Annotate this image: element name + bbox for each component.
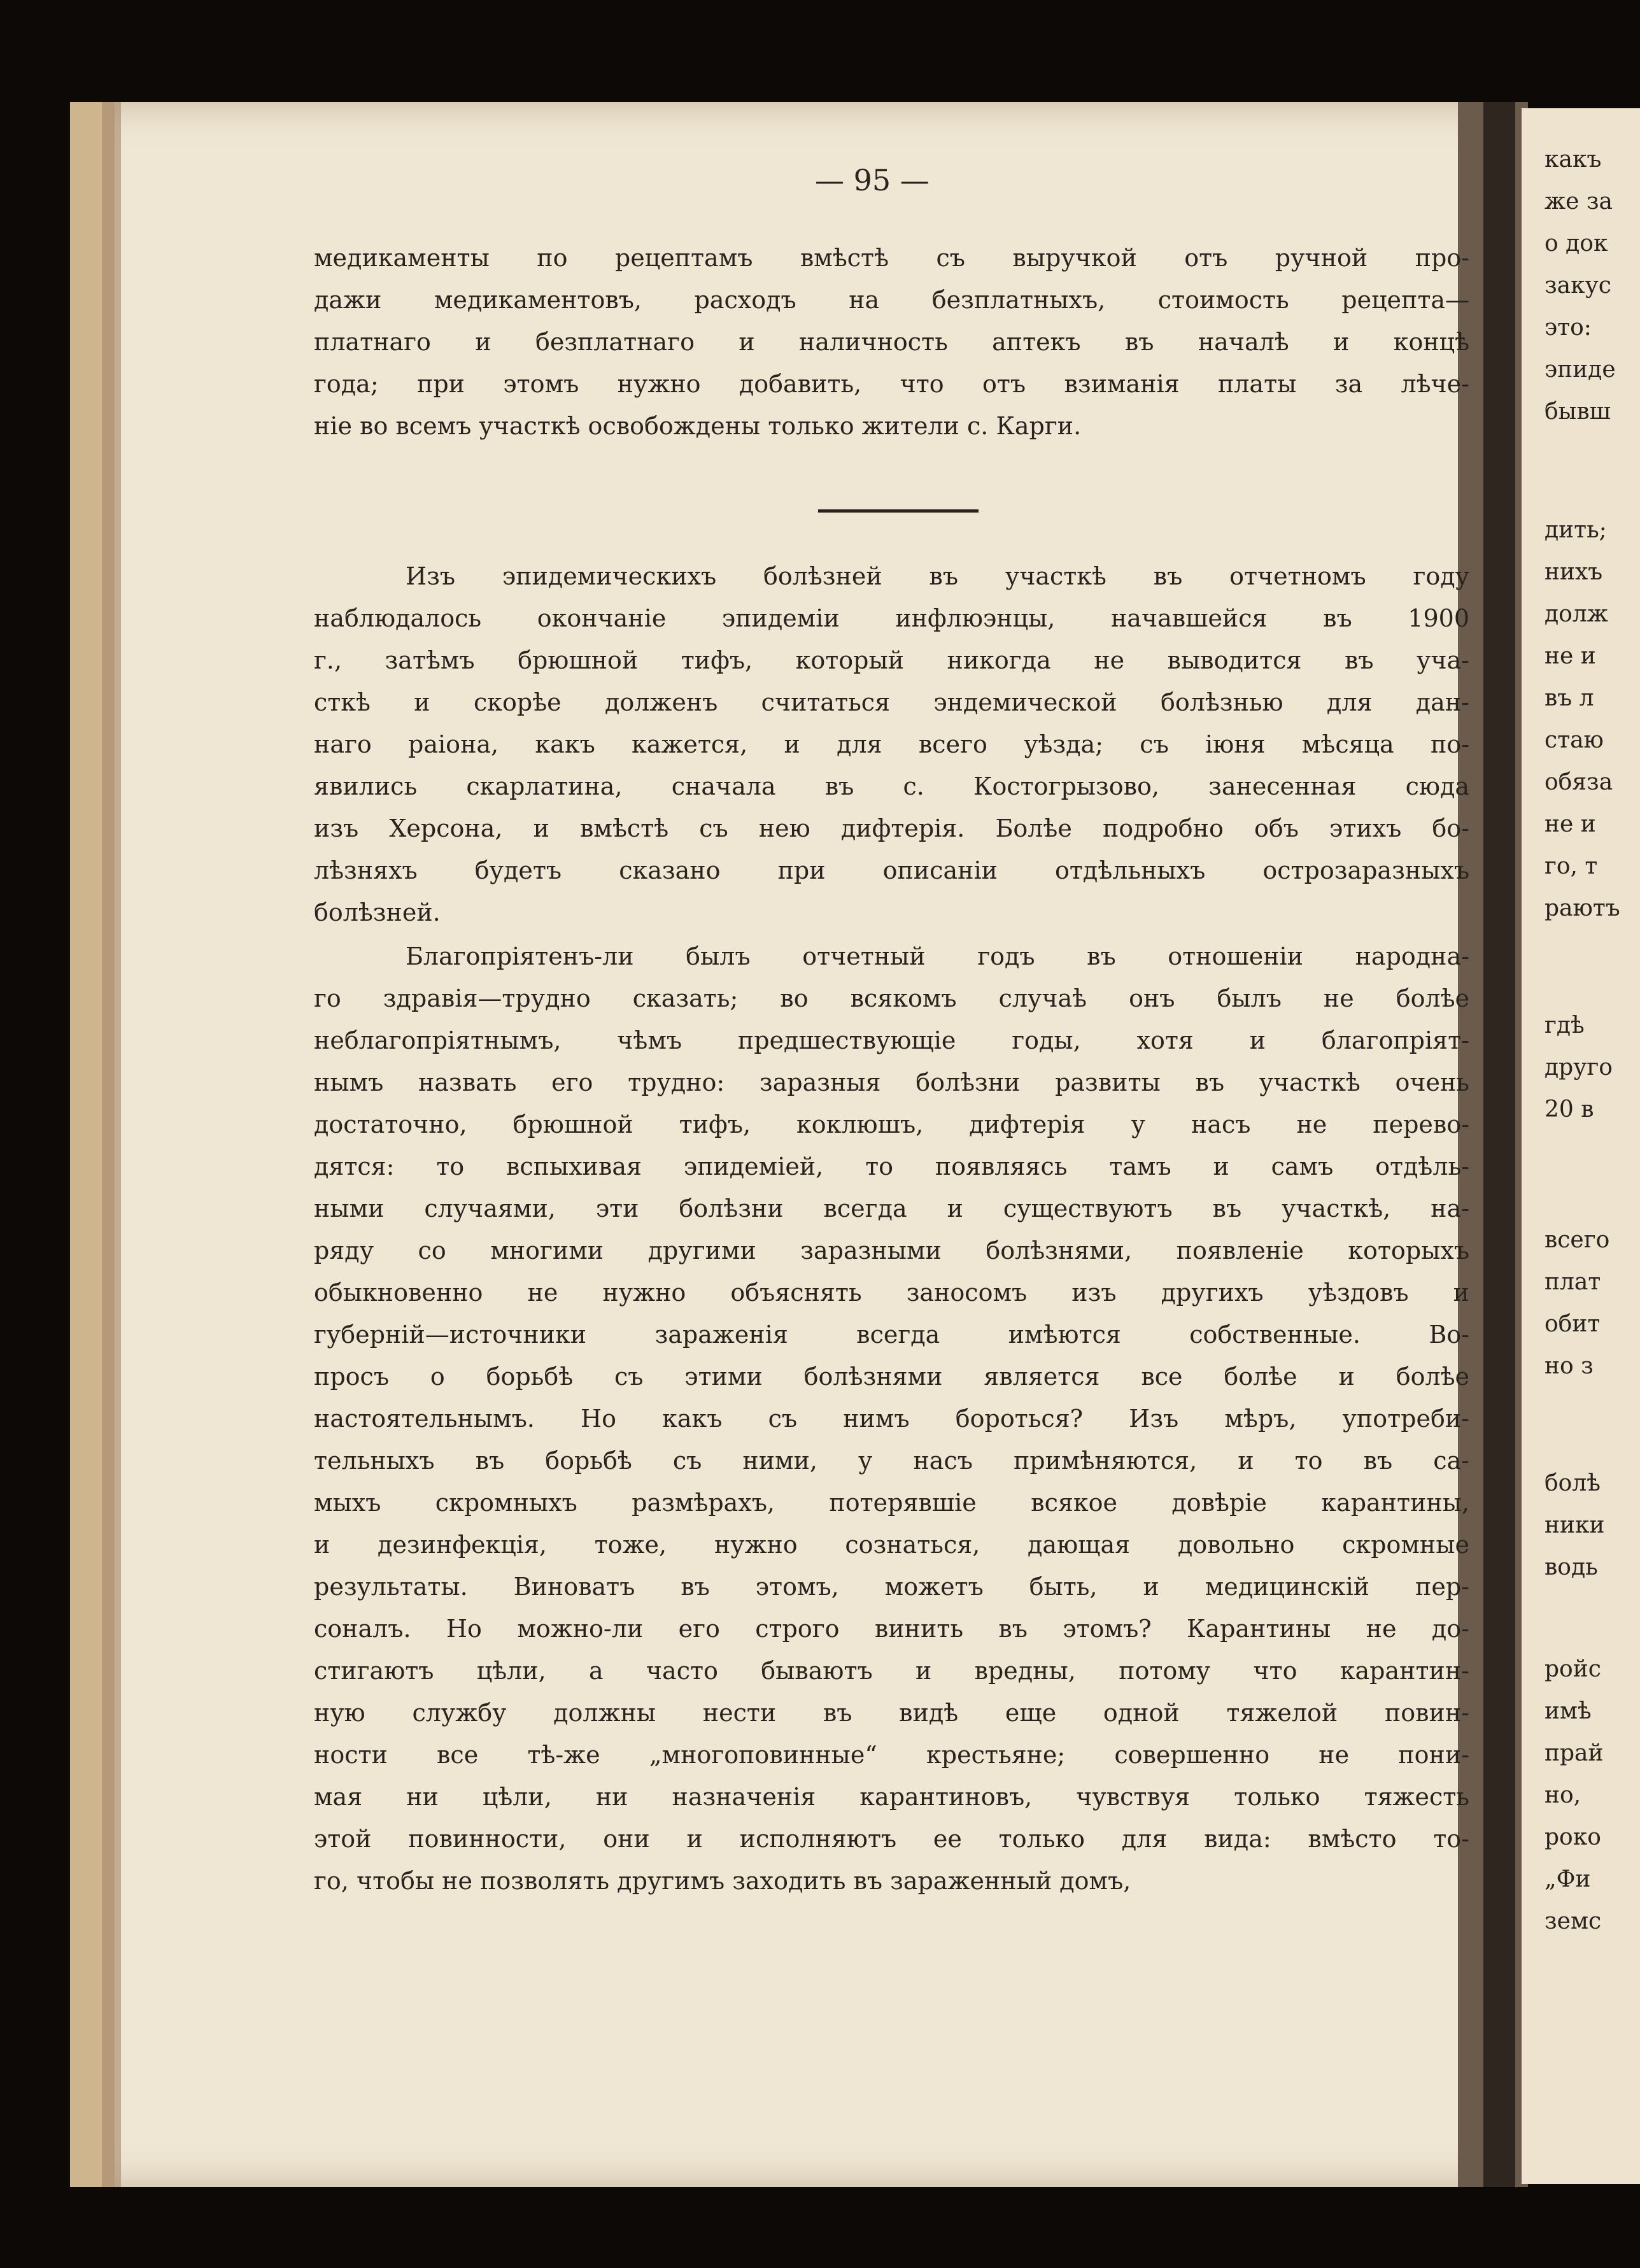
right-page-fragment: эпиде <box>1545 357 1616 383</box>
text-line: сткѣ и скорѣе долженъ считаться эндемической болѣзнью для дан- <box>314 688 1469 716</box>
text-line: нымъ назвать его трудно: заразныя болѣзни развиты въ участкѣ очень <box>314 1068 1469 1096</box>
text-line: дажи медикаментовъ, расходъ на безплатныхъ, стоимость рецепта— <box>314 286 1469 314</box>
right-page-fragment: „Фи <box>1545 1866 1591 1892</box>
text-line: ную службу должны нести въ видѣ еще одной тяжелой повин- <box>314 1699 1469 1727</box>
right-page-fragment: стаю <box>1545 727 1604 753</box>
text-line: го, чтобы не позволять другимъ заходить въ зараженный домъ, <box>314 1867 1131 1895</box>
text-line: результаты. Виноватъ въ этомъ, можетъ быть, и медицинскій пер- <box>314 1573 1469 1601</box>
text-line: ности все тѣ-же „многоповинные“ крестьяне; совершенно не пони- <box>314 1741 1469 1769</box>
right-page-fragment: бывш <box>1545 399 1611 425</box>
text-line: наго раіона, какъ кажется, и для всего уѣзда; съ іюня мѣсяца по- <box>314 730 1469 758</box>
gutter <box>1483 102 1515 2187</box>
text-line: го здравія—трудно сказать; во всякомъ случаѣ онъ былъ не болѣе <box>314 984 1469 1012</box>
right-page-fragment: но з <box>1545 1353 1594 1379</box>
text-line: года; при этомъ нужно добавить, что отъ взиманія платы за лѣче- <box>314 370 1469 398</box>
right-page-fragment: ники <box>1545 1512 1605 1538</box>
text-line: наблюдалось окончаніе эпидеміи инфлюэнцы, начавшейся въ 1900 <box>314 604 1469 632</box>
text-line: Изъ эпидемическихъ болѣзней въ участкѣ въ отчетномъ году <box>406 562 1469 590</box>
section-divider <box>818 509 979 513</box>
page-number: — 95 — <box>815 163 930 197</box>
right-page-fragment: прай <box>1545 1740 1604 1766</box>
right-page-fragment: гдѣ <box>1545 1012 1585 1038</box>
text-line: губерній—источники зараженія всегда имѣются собственные. Во- <box>314 1321 1469 1349</box>
right-page-fragment: болѣ <box>1545 1470 1601 1496</box>
right-page-fragment: обяза <box>1545 769 1613 795</box>
text-line: дятся: то вспыхивая эпидеміей, то появляясь тамъ и самъ отдѣль- <box>314 1152 1469 1180</box>
right-page-fragment: роко <box>1545 1824 1601 1850</box>
text-line: лѣзняхъ будетъ сказано при описаніи отдѣльныхъ острозаразныхъ <box>314 856 1469 884</box>
text-line: обыкновенно не нужно объяснять заносомъ изъ другихъ уѣздовъ и <box>314 1279 1469 1307</box>
right-page-fragment: но, <box>1545 1782 1581 1808</box>
text-line: болѣзней. <box>314 898 441 926</box>
right-page-fragment: раютъ <box>1545 895 1620 921</box>
text-line: мыхъ скромныхъ размѣрахъ, потерявшіе всякое довѣріе карантины, <box>314 1489 1469 1517</box>
right-page-fragment: ройс <box>1545 1656 1601 1682</box>
right-page-fragment: закус <box>1545 273 1611 299</box>
right-page-fragment: друго <box>1545 1054 1613 1081</box>
text-line: платнаго и безплатнаго и наличность аптекъ въ началѣ и концѣ <box>314 328 1469 356</box>
text-line: мая ни цѣли, ни назначенія карантиновъ, чувствуя только тяжесть <box>314 1783 1469 1811</box>
right-page-fragment: въ л <box>1545 685 1594 711</box>
text-line: тельныхъ въ борьбѣ съ ними, у насъ примѣняются, и то въ са- <box>314 1447 1469 1475</box>
text-line: настоятельнымъ. Но какъ съ нимъ бороться? Изъ мѣръ, употреби- <box>314 1405 1469 1433</box>
text-line: медикаменты по рецептамъ вмѣстѣ съ выручкой отъ ручной про- <box>314 244 1469 272</box>
text-line: достаточно, брюшной тифъ, коклюшъ, дифтерія у насъ не перево- <box>314 1110 1469 1138</box>
text-line: ряду со многими другими заразными болѣзнями, появленіе которыхъ <box>314 1237 1469 1265</box>
text-line: ными случаями, эти болѣзни всегда и существуютъ въ участкѣ, на- <box>314 1194 1469 1223</box>
right-page-fragment: какъ <box>1545 146 1602 173</box>
right-page-fragment: земс <box>1545 1908 1602 1934</box>
page-edge-shadow <box>102 102 121 2187</box>
right-page-fragment: водь <box>1545 1554 1598 1580</box>
right-page-fragment: плат <box>1545 1269 1601 1295</box>
right-page-fragment: не и <box>1545 643 1596 669</box>
text-line: этой повинности, они и исполняютъ ее только для вида: вмѣсто то- <box>314 1825 1469 1853</box>
text-line: ніе во всемъ участкѣ освобождены только жители с. Карги. <box>314 412 1082 440</box>
right-page-fragment: имѣ <box>1545 1698 1592 1724</box>
text-line: неблагопріятнымъ, чѣмъ предшествующіе годы, хотя и благопріят- <box>314 1026 1469 1054</box>
text-line: соналъ. Но можно-ли его строго винить въ этомъ? Карантины не до- <box>314 1615 1469 1643</box>
text-line: просъ о борьбѣ съ этими болѣзнями является все болѣе и болѣе <box>314 1363 1469 1391</box>
text-line: стигаютъ цѣли, а часто бываютъ и вредны, потому что карантин- <box>314 1657 1469 1685</box>
right-page <box>1522 108 1640 2184</box>
right-page-fragment: долж <box>1545 601 1608 627</box>
right-page-fragment: всего <box>1545 1227 1610 1253</box>
text-line: г., затѣмъ брюшной тифъ, который никогда не выводится въ уча- <box>314 646 1469 674</box>
right-page-fragment: го, т <box>1545 853 1598 879</box>
right-page-fragment: же за <box>1545 188 1613 215</box>
right-page-fragment: нихъ <box>1545 559 1603 585</box>
right-page-fragment: не и <box>1545 811 1596 837</box>
text-line: Благопріятенъ-ли былъ отчетный годъ въ отношеніи народна- <box>406 942 1469 970</box>
right-page-fragment: это: <box>1545 315 1592 341</box>
right-page-fragment: дить; <box>1545 517 1607 543</box>
text-line: изъ Херсона, и вмѣстѣ съ нею дифтерія. Болѣе подробно объ этихъ бо- <box>314 814 1469 842</box>
right-page-fragment: обит <box>1545 1311 1601 1337</box>
text-line: и дезинфекція, тоже, нужно сознаться, дающая довольно скромные <box>314 1531 1469 1559</box>
text-line: явились скарлатина, сначала въ с. Костогрызово, занесенная сюда <box>314 772 1469 800</box>
right-page-fragment: 20 в <box>1545 1096 1594 1123</box>
right-page-fragment: о док <box>1545 230 1608 257</box>
